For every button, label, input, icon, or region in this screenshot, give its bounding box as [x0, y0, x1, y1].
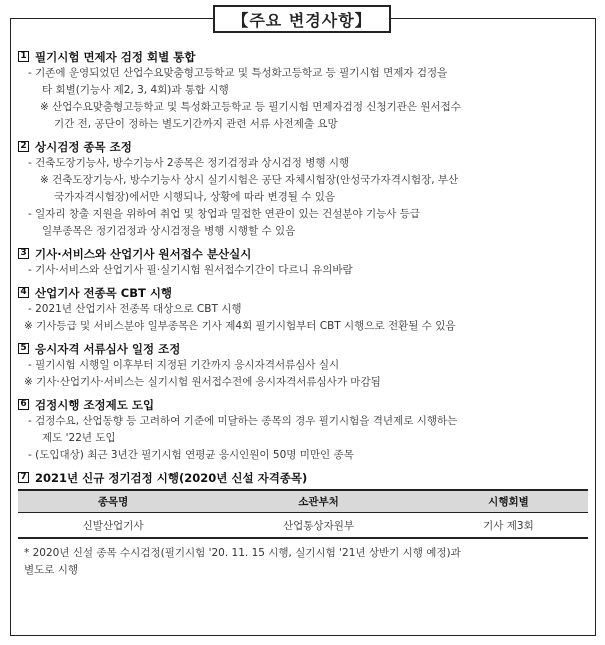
section-line: 제도 '22년 도입	[42, 432, 116, 444]
section-number-box: 6	[18, 399, 29, 410]
section-title: 기사·서비스와 산업기사 원서접수 분산실시	[35, 246, 252, 261]
section-heading	[18, 48, 590, 65]
table-header-cell: 종목명	[18, 490, 208, 513]
section-line: 타 회별(기능사 제2, 3, 4회)과 통합 시행	[42, 84, 229, 96]
section-heading	[18, 284, 590, 301]
section-1	[18, 48, 590, 133]
section-2	[18, 138, 590, 240]
section-note: ※ 산업수요맞춤형고등학교 및 특성화고등학교 등 필기시험 면제자검정 신청기관은 원서접수	[40, 101, 461, 113]
section-4	[18, 284, 590, 335]
section-heading	[18, 245, 590, 262]
section-title: 필기시험 면제자 검정 회별 통합	[35, 49, 196, 64]
section-title: 2021년 신규 정기검정 시행(2020년 신설 자격종목)	[35, 470, 308, 485]
footnote-line: 별도로 시행	[24, 564, 79, 576]
section-line: - 일자리 창출 지원을 위하여 취업 및 창업과 밀접한 연관이 있는 건설분야 기능사 등급	[28, 208, 421, 220]
section-5	[18, 340, 590, 391]
document-content	[18, 48, 590, 584]
section-line: 일부종목은 정기검정과 상시검정을 병행 시행할 수 있음	[42, 225, 296, 237]
section-line: - 기존에 운영되었던 산업수요맞춤형고등학교 및 특성화고등학교 등 필기시험 면제자 검정을	[28, 67, 448, 79]
section-line: - 기사·서비스와 산업기사 필·실기시험 원서접수기간이 다르니 유의바람	[28, 264, 353, 276]
section-heading	[18, 396, 590, 413]
footnote-line: * 2020년 신설 종목 수시검정(필기시험 '20. 11. 15 시행, 실기시험 '21년 상반기 시행 예정)과	[24, 547, 461, 559]
footnote	[18, 545, 590, 579]
table-row	[18, 513, 588, 539]
section-number-box: 4	[18, 287, 29, 298]
table-cell: 신발산업기사	[18, 513, 208, 539]
section-note: 기간 전, 공단이 정하는 별도기간까지 관련 서류 사전제출 요망	[54, 118, 338, 130]
section-line: - 검정수요, 산업동향 등 고려하여 기준에 미달하는 종목의 경우 필기시험을 격년제로 시행하는	[28, 415, 458, 427]
section-title: 검정시행 조정제도 도입	[35, 397, 155, 412]
table-header-cell: 소관부처	[208, 490, 429, 513]
section-note: ※ 건축도장기능사, 방수기능사 상시 실기시험은 공단 자체시험장(안성국가자격시험장, 부산	[40, 174, 459, 186]
section-heading	[18, 340, 590, 357]
section-title: 상시검정 종목 조정	[35, 139, 132, 154]
section-number-box: 1	[18, 51, 29, 62]
document-title: 【주요 변경사항】	[213, 5, 391, 33]
section-number-box: 7	[18, 472, 29, 483]
section-line: - 건축도장기능사, 방수기능사 2종목은 정기검정과 상시검정 병행 시행	[28, 157, 350, 169]
table-header-row	[18, 490, 588, 513]
section-number-box: 5	[18, 343, 29, 354]
section-note: 국가자격시험장)에서만 시행되나, 상황에 따라 변경될 수 있음	[54, 191, 336, 203]
section-6	[18, 396, 590, 464]
section-line: - 2021년 산업기사 전종목 대상으로 CBT 시행	[28, 303, 242, 315]
section-7	[18, 469, 590, 579]
section-heading	[18, 138, 590, 155]
new-exam-table	[18, 489, 588, 539]
section-number-box: 3	[18, 248, 29, 259]
section-title: 응시자격 서류심사 일정 조정	[35, 341, 181, 356]
table-cell: 산업통상자원부	[208, 513, 429, 539]
table-cell: 기사 제3회	[429, 513, 588, 539]
section-note: ※ 기사등급 및 서비스분야 일부종목은 기사 제4회 필기시험부터 CBT 시행으로 전환될 수 있음	[24, 320, 456, 332]
section-title: 산업기사 전종목 CBT 시행	[35, 285, 173, 300]
section-number-box: 2	[18, 141, 29, 152]
section-line: - 필기시험 시행일 이후부터 지정된 기간까지 응시자격서류심사 실시	[28, 359, 340, 371]
section-3	[18, 245, 590, 279]
section-note: ※ 기사·산업기사·서비스는 실기시험 원서접수전에 응시자격서류심사가 마감됨	[24, 376, 381, 388]
section-line: - (도입대상) 최근 3년간 필기시험 연평균 응시인원이 50명 미만인 종목	[28, 449, 354, 461]
table-header-cell: 시행회별	[429, 490, 588, 513]
section-heading	[18, 469, 590, 486]
